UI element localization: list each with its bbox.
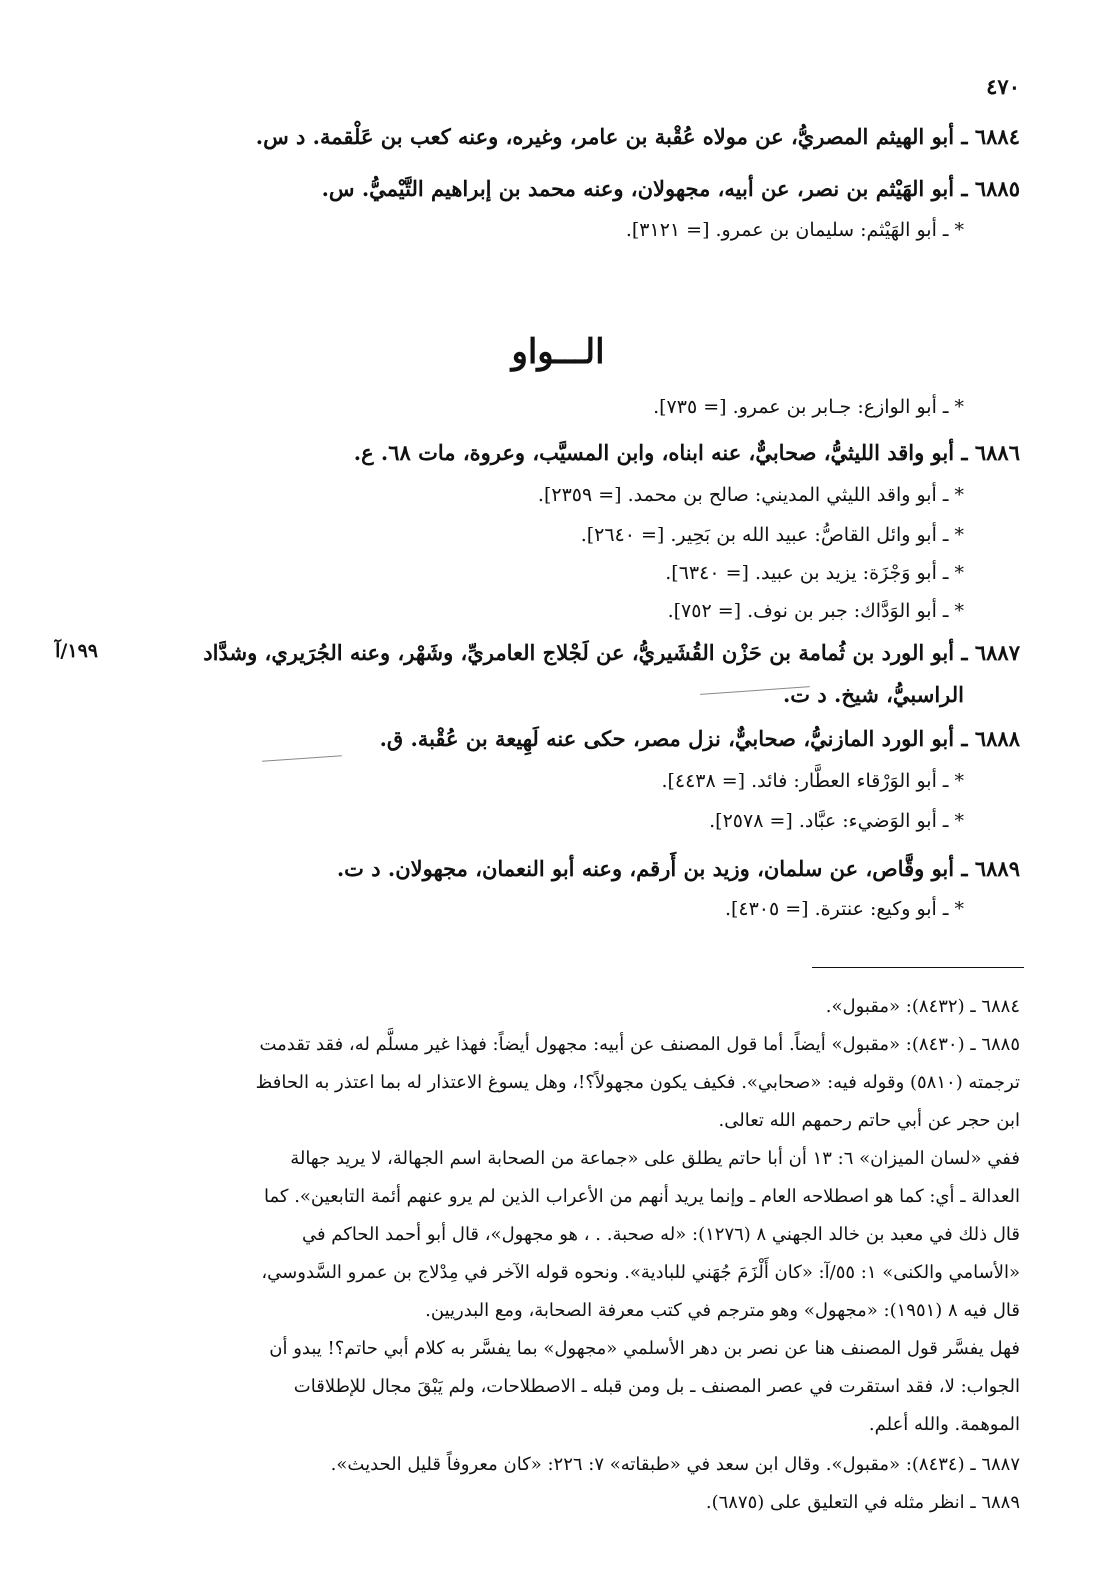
- footnote-line: الموهمة. والله أعلم.: [868, 1414, 1020, 1435]
- cross-ref-entry: * ـ أبو الوازع: جـابر بن عمرو. [= ٧٣٥].: [653, 396, 964, 418]
- cross-ref-entry: * ـ أبو واقد الليثي المديني: صالح بن محمد. [= ٢٣٥٩].: [537, 484, 964, 506]
- footnote-line: فهل يفسَّر قول المصنف هنا عن نصر بن دهر الأسلمي «مجهول» بما يفسَّر به كلام أبي حاتم؟! يبدو أن: [269, 1338, 1020, 1359]
- footnote-line: ابن حجر عن أبي حاتم رحمهم الله تعالى.: [718, 1110, 1020, 1131]
- section-heading: الـــواو: [511, 332, 605, 372]
- entry-6888: ٦٨٨٨ ـ أبو الورد المازنيُّ، صحابيٌّ، نزل مصر، حكى عنه لَهِيعة بن عُقْبة. ق.: [379, 726, 1020, 751]
- manuscript-folio-note: ١٩٩/آ: [55, 640, 98, 662]
- footnote-6884: ٦٨٨٤ ـ (٨٤٣٢): «مقبول».: [825, 996, 1020, 1017]
- footnote-line: قال ذلك في معبد بن خالد الجهني ٨ (١٢٧٦): «له صحبة. . ، هو مجهول»، قال أبو أحمد الحاكم في: [301, 1224, 1020, 1245]
- entry-6887: ٦٨٨٧ ـ أبو الورد بن ثُمامة بن حَزْن القُشَيريُّ، عن لَجْلاج العامريِّ، وشَهْر، وعنه الجُرَيري، وشدَّاد: [203, 640, 1020, 665]
- cross-ref-entry: * ـ أبو الوَضيء: عبَّاد. [= ٢٥٧٨].: [709, 810, 964, 832]
- cross-ref-entry: * ـ أبو وَجْزَة: يزيد بن عبيد. [= ٦٣٤٠].: [665, 562, 964, 584]
- footnote-6887: ٦٨٨٧ ـ (٨٤٣٤): «مقبول». وقال ابن سعد في «طبقاته» ٧: ٢٢٦: «كان معروفاً قليل الحديث».: [330, 1454, 1020, 1475]
- footnote-line: ترجمته (٥٨١٠) وقوله فيه: «صحابي». فكيف يكون مجهولاً؟!، وهل يسوغ الاعتذار له بما اعتذر به الحافظ: [255, 1072, 1020, 1093]
- cross-ref-entry: * ـ أبو وائل القاصُّ: عبيد الله بن بَحِير. [= ٢٦٤٠].: [580, 524, 964, 546]
- pen-mark: [262, 755, 342, 762]
- footnote-line: الجواب: لا، فقد استقرت في عصر المصنف ـ بل ومن قبله ـ الاصطلاحات، ولم يَبْقَ مجال للإطلاقات: [293, 1376, 1020, 1397]
- cross-ref-entry: * ـ أبو الوَدَّاك: جبر بن نوف. [= ٧٥٢].: [667, 600, 964, 622]
- footnote-6885: ٦٨٨٥ ـ (٨٤٣٠): «مقبول» أيضاً. أما قول المصنف عن أبيه: مجهول أيضاً: فهذا غير مسلَّم له، فقد تقدمت: [259, 1034, 1020, 1055]
- page-number: ٤٧٠: [986, 74, 1020, 99]
- cross-ref-entry: * ـ أبو وكيع: عنترة. [= ٤٣٠٥].: [724, 898, 964, 920]
- footnote-line: ففي «لسان الميزان» ٦: ١٣ أن أبا حاتم يطلق على «جماعة من الصحابة اسم الجهالة، لا يريد جهالة: [290, 1148, 1020, 1169]
- entry-6885: ٦٨٨٥ ـ أبو الهَيْثم بن نصر، عن أبيه، مجهولان، وعنه محمد بن إبراهيم التَّيْميُّ. س.: [321, 176, 1020, 201]
- cross-ref-entry: * ـ أبو الوَرْقاء العطَّار: فائد. [= ٤٤٣٨].: [661, 770, 964, 792]
- entry-6886: ٦٨٨٦ ـ أبو واقد الليثيُّ، صحابيٌّ، عنه ابناه، وابن المسيَّب، وعروة، مات ٦٨. ع.: [353, 440, 1020, 465]
- footnote-line: «الأسامي والكنى» ١: ٥٥/آ: «كان أَلْزَمَ جُهَني للبادية». ونحوه قوله الآخر في مِدْلاج بن عمرو السَّدوسي،: [261, 1262, 1020, 1283]
- footnote-separator: [812, 967, 1024, 968]
- entry-6884: ٦٨٨٤ ـ أبو الهيثم المصريُّ، عن مولاه عُقْبة بن عامر، وغيره، وعنه كعب بن عَلْقمة. د س.: [255, 124, 1020, 149]
- entry-6889: ٦٨٨٩ ـ أبو وقَّاص، عن سلمان، وزيد بن أَرقم، وعنه أبو النعمان، مجهولان. د ت.: [336, 856, 1020, 881]
- footnote-line: قال فيه ٨ (١٩٥١): «مجهول» وهو مترجم في كتب معرفة الصحابة، ومع البدريين.: [425, 1300, 1020, 1321]
- footnote-line: العدالة ـ أي: كما هو اصطلاحه العام ـ وإنما يريد أنهم من الأعراب الذين لم يرو عنهم أئمة التابعين». كما: [264, 1186, 1020, 1207]
- entry-6887-cont: الراسبيُّ، شيخ. د ت.: [782, 682, 964, 707]
- footnote-6889: ٦٨٨٩ ـ انظر مثله في التعليق على (٦٨٧٥).: [705, 1492, 1020, 1513]
- cross-ref-entry: * ـ أبو الهَيْثم: سليمان بن عمرو. [= ٣١٢١].: [625, 219, 964, 241]
